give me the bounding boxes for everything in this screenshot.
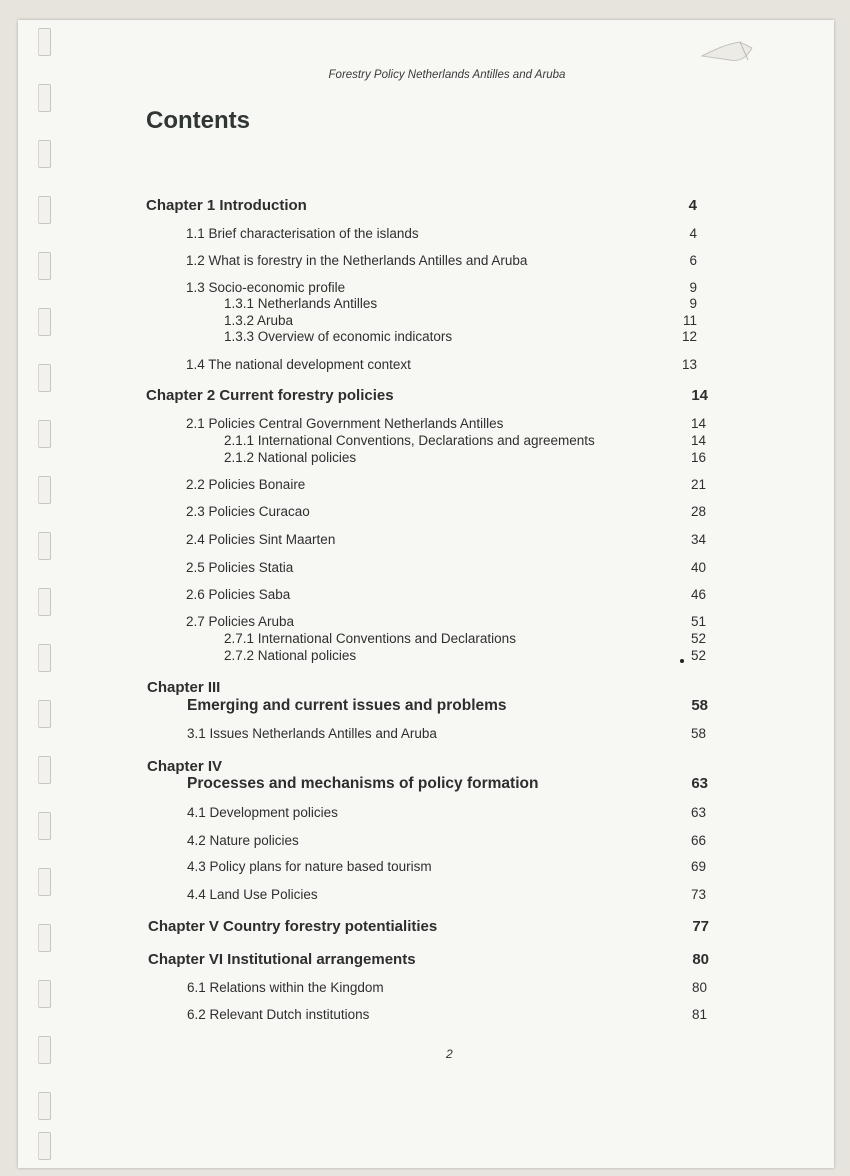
- toc-section-3-1[interactable]: 3.1 Issues Netherlands Antilles and Aruba: [187, 726, 437, 741]
- toc-page-number: 4: [688, 197, 697, 214]
- binding-hole: [38, 1036, 51, 1064]
- toc-section-2-3[interactable]: 2.3 Policies Curacao: [186, 504, 310, 519]
- toc-subsection-1-3-1[interactable]: 1.3.1 Netherlands Antilles: [224, 296, 378, 311]
- toc-page-number: 40: [690, 560, 706, 575]
- toc-section-2-4[interactable]: 2.4 Policies Sint Maarten: [186, 532, 336, 547]
- toc-page-number: 69: [690, 859, 706, 874]
- toc-section-2-2[interactable]: 2.2 Policies Bonaire: [186, 477, 306, 492]
- binding-hole: [38, 420, 51, 448]
- toc-page-number: 63: [691, 775, 708, 792]
- toc-page-number: 14: [690, 433, 706, 448]
- toc-page-number: 77: [692, 918, 709, 935]
- toc-page-number: 51: [690, 614, 706, 629]
- toc-chapter-3-label[interactable]: Chapter III: [147, 679, 221, 696]
- binding-hole: [38, 812, 51, 840]
- binding-hole: [38, 588, 51, 616]
- toc-subsection-2-7-1[interactable]: 2.7.1 International Conventions and Declarations: [224, 631, 516, 646]
- toc-subsection-2-1-2[interactable]: 2.1.2 National policies: [224, 450, 357, 465]
- toc-page-number: 11: [682, 313, 697, 328]
- toc-section-2-1[interactable]: 2.1 Policies Central Government Netherlands Antilles: [186, 416, 504, 431]
- toc-section-6-2[interactable]: 6.2 Relevant Dutch institutions: [187, 1007, 370, 1022]
- binding-hole: [38, 1132, 51, 1160]
- binding-hole: [38, 980, 51, 1008]
- binding-hole: [38, 308, 51, 336]
- toc-page-number: 4: [689, 226, 697, 241]
- toc-chapter-6[interactable]: Chapter VI Institutional arrangements: [148, 951, 416, 968]
- toc-chapter-4-title[interactable]: Processes and mechanisms of policy formation: [187, 775, 539, 792]
- toc-page-number: 13: [681, 357, 697, 372]
- toc-page-number: 46: [690, 587, 706, 602]
- toc-page-number: 80: [691, 980, 707, 995]
- toc-page-number: 21: [690, 477, 706, 492]
- binding-hole: [38, 700, 51, 728]
- toc-page-number: 9: [689, 280, 697, 295]
- toc-chapter-2[interactable]: Chapter 2 Current forestry policies: [146, 387, 394, 404]
- toc-page-number: 66: [690, 833, 706, 848]
- binding-hole: [38, 868, 51, 896]
- toc-page-number: 80: [692, 951, 709, 968]
- toc-chapter-1[interactable]: Chapter 1 Introduction: [146, 197, 307, 214]
- toc-chapter-5[interactable]: Chapter V Country forestry potentialities: [148, 918, 438, 935]
- toc-section-4-4[interactable]: 4.4 Land Use Policies: [187, 887, 318, 902]
- toc-chapter-4-label[interactable]: Chapter IV: [147, 758, 223, 775]
- toc-page-number: 58: [691, 697, 708, 714]
- binding-hole: [38, 924, 51, 952]
- toc-page-number: 52: [690, 648, 706, 663]
- toc-section-1-2[interactable]: 1.2 What is forestry in the Netherlands Antilles and Aruba: [186, 253, 528, 268]
- toc-page-number: 12: [681, 329, 697, 344]
- staple-mark: [700, 38, 756, 66]
- toc-page-number: 16: [690, 450, 706, 465]
- toc-section-1-4[interactable]: 1.4 The national development context: [186, 357, 411, 372]
- binding-hole: [38, 756, 51, 784]
- toc-section-2-6[interactable]: 2.6 Policies Saba: [186, 587, 291, 602]
- toc-subsection-2-7-2[interactable]: 2.7.2 National policies: [224, 648, 357, 663]
- toc-section-2-5[interactable]: 2.5 Policies Statia: [186, 560, 294, 575]
- toc-page-number: 63: [690, 805, 706, 820]
- toc-subsection-2-1-1[interactable]: 2.1.1 International Conventions, Declarations and agreements: [224, 433, 595, 448]
- binding-hole: [38, 140, 51, 168]
- binding-hole: [38, 84, 51, 112]
- toc-page-number: 14: [691, 387, 708, 404]
- binding-holes: [34, 20, 54, 1168]
- stray-ink-dot: [680, 659, 684, 663]
- document-page: [18, 20, 834, 1168]
- binding-hole: [38, 644, 51, 672]
- toc-subsection-1-3-2[interactable]: 1.3.2 Aruba: [224, 313, 294, 328]
- toc-page-number: 9: [689, 296, 697, 311]
- binding-hole: [38, 28, 51, 56]
- toc-page-number: 73: [690, 887, 706, 902]
- page-number: 2: [446, 1047, 453, 1061]
- toc-section-1-1[interactable]: 1.1 Brief characterisation of the islands: [186, 226, 419, 241]
- toc-section-4-2[interactable]: 4.2 Nature policies: [187, 833, 299, 848]
- toc-section-6-1[interactable]: 6.1 Relations within the Kingdom: [187, 980, 384, 995]
- toc-section-4-1[interactable]: 4.1 Development policies: [187, 805, 338, 820]
- binding-hole: [38, 476, 51, 504]
- toc-subsection-1-3-3[interactable]: 1.3.3 Overview of economic indicators: [224, 329, 453, 344]
- binding-hole: [38, 364, 51, 392]
- toc-section-1-3[interactable]: 1.3 Socio-economic profile: [186, 280, 346, 295]
- toc-section-4-3[interactable]: 4.3 Policy plans for nature based tourism: [187, 859, 432, 874]
- toc-page-number: 28: [690, 504, 706, 519]
- binding-hole: [38, 1092, 51, 1120]
- toc-section-2-7[interactable]: 2.7 Policies Aruba: [186, 614, 295, 629]
- toc-page-number: 34: [690, 532, 706, 547]
- running-header: Forestry Policy Netherlands Antilles and Aruba: [328, 69, 566, 81]
- toc-page-number: 6: [689, 253, 697, 268]
- toc-page-number: 14: [690, 416, 706, 431]
- toc-chapter-3-title[interactable]: Emerging and current issues and problems: [187, 697, 507, 714]
- toc-page-number: 52: [690, 631, 706, 646]
- binding-hole: [38, 196, 51, 224]
- page-title: Contents: [146, 107, 250, 134]
- binding-hole: [38, 252, 51, 280]
- binding-hole: [38, 532, 51, 560]
- toc-page-number: 81: [691, 1007, 707, 1022]
- toc-page-number: 58: [690, 726, 706, 741]
